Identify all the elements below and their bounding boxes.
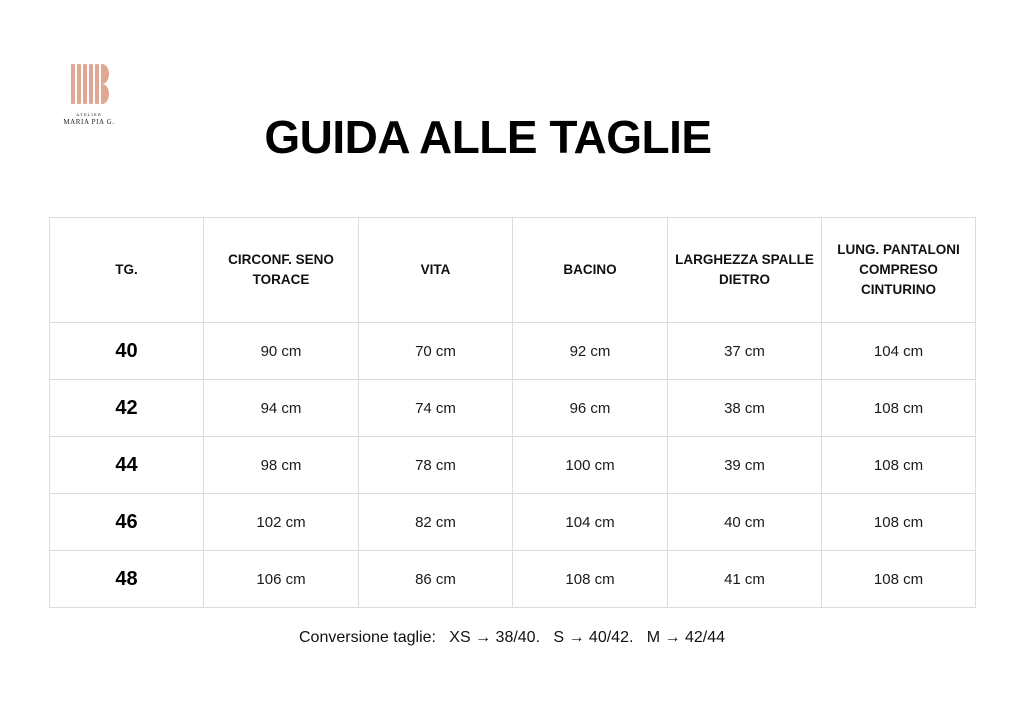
table-row [50, 437, 976, 494]
trouser-length-cell: 108 cm [822, 437, 976, 494]
brand-small-label: ATELIER [76, 112, 102, 117]
table-row [50, 380, 976, 437]
size-conversion-note: Conversione taglie: XS → 38/40. S → 40/42. M → 42/44 [299, 629, 725, 646]
shoulders-cell: 39 cm [668, 437, 822, 494]
bust-cell: 94 cm [204, 380, 359, 437]
waist-cell: 78 cm [359, 437, 513, 494]
bust-cell: 106 cm [204, 551, 359, 608]
hips-cell: 108 cm [513, 551, 668, 608]
header-size: TG. [50, 218, 204, 323]
hips-cell: 92 cm [513, 323, 668, 380]
shoulders-cell: 40 cm [668, 494, 822, 551]
waist-cell: 86 cm [359, 551, 513, 608]
header-waist: VITA [359, 218, 513, 323]
mp-monogram-icon [69, 62, 109, 106]
size-cell: 44 [50, 437, 204, 494]
shoulders-cell: 37 cm [668, 323, 822, 380]
shoulders-cell: 38 cm [668, 380, 822, 437]
brand-name: MARIA PIA G. [63, 118, 115, 126]
trouser-length-cell: 108 cm [822, 551, 976, 608]
page-title: GUIDA ALLE TAGLIE [264, 111, 712, 163]
size-cell: 40 [50, 323, 204, 380]
header-hips: BACINO [513, 218, 668, 323]
header-trouser-length: LUNG. PANTALONI COMPRESO CINTURINO [822, 218, 976, 323]
waist-cell: 74 cm [359, 380, 513, 437]
shoulders-cell: 41 cm [668, 551, 822, 608]
table-row [50, 494, 976, 551]
trouser-length-cell: 108 cm [822, 380, 976, 437]
bust-cell: 98 cm [204, 437, 359, 494]
bust-cell: 90 cm [204, 323, 359, 380]
hips-cell: 96 cm [513, 380, 668, 437]
table-header-row [50, 218, 976, 323]
bust-cell: 102 cm [204, 494, 359, 551]
header-shoulders: LARGHEZZA SPALLE DIETRO [668, 218, 822, 323]
size-cell: 48 [50, 551, 204, 608]
waist-cell: 70 cm [359, 323, 513, 380]
header-bust: CIRCONF. SENO TORACE [204, 218, 359, 323]
table-row [50, 551, 976, 608]
trouser-length-cell: 104 cm [822, 323, 976, 380]
hips-cell: 100 cm [513, 437, 668, 494]
waist-cell: 82 cm [359, 494, 513, 551]
size-table [49, 217, 976, 608]
table-row [50, 323, 976, 380]
size-cell: 42 [50, 380, 204, 437]
trouser-length-cell: 108 cm [822, 494, 976, 551]
hips-cell: 104 cm [513, 494, 668, 551]
size-cell: 46 [50, 494, 204, 551]
